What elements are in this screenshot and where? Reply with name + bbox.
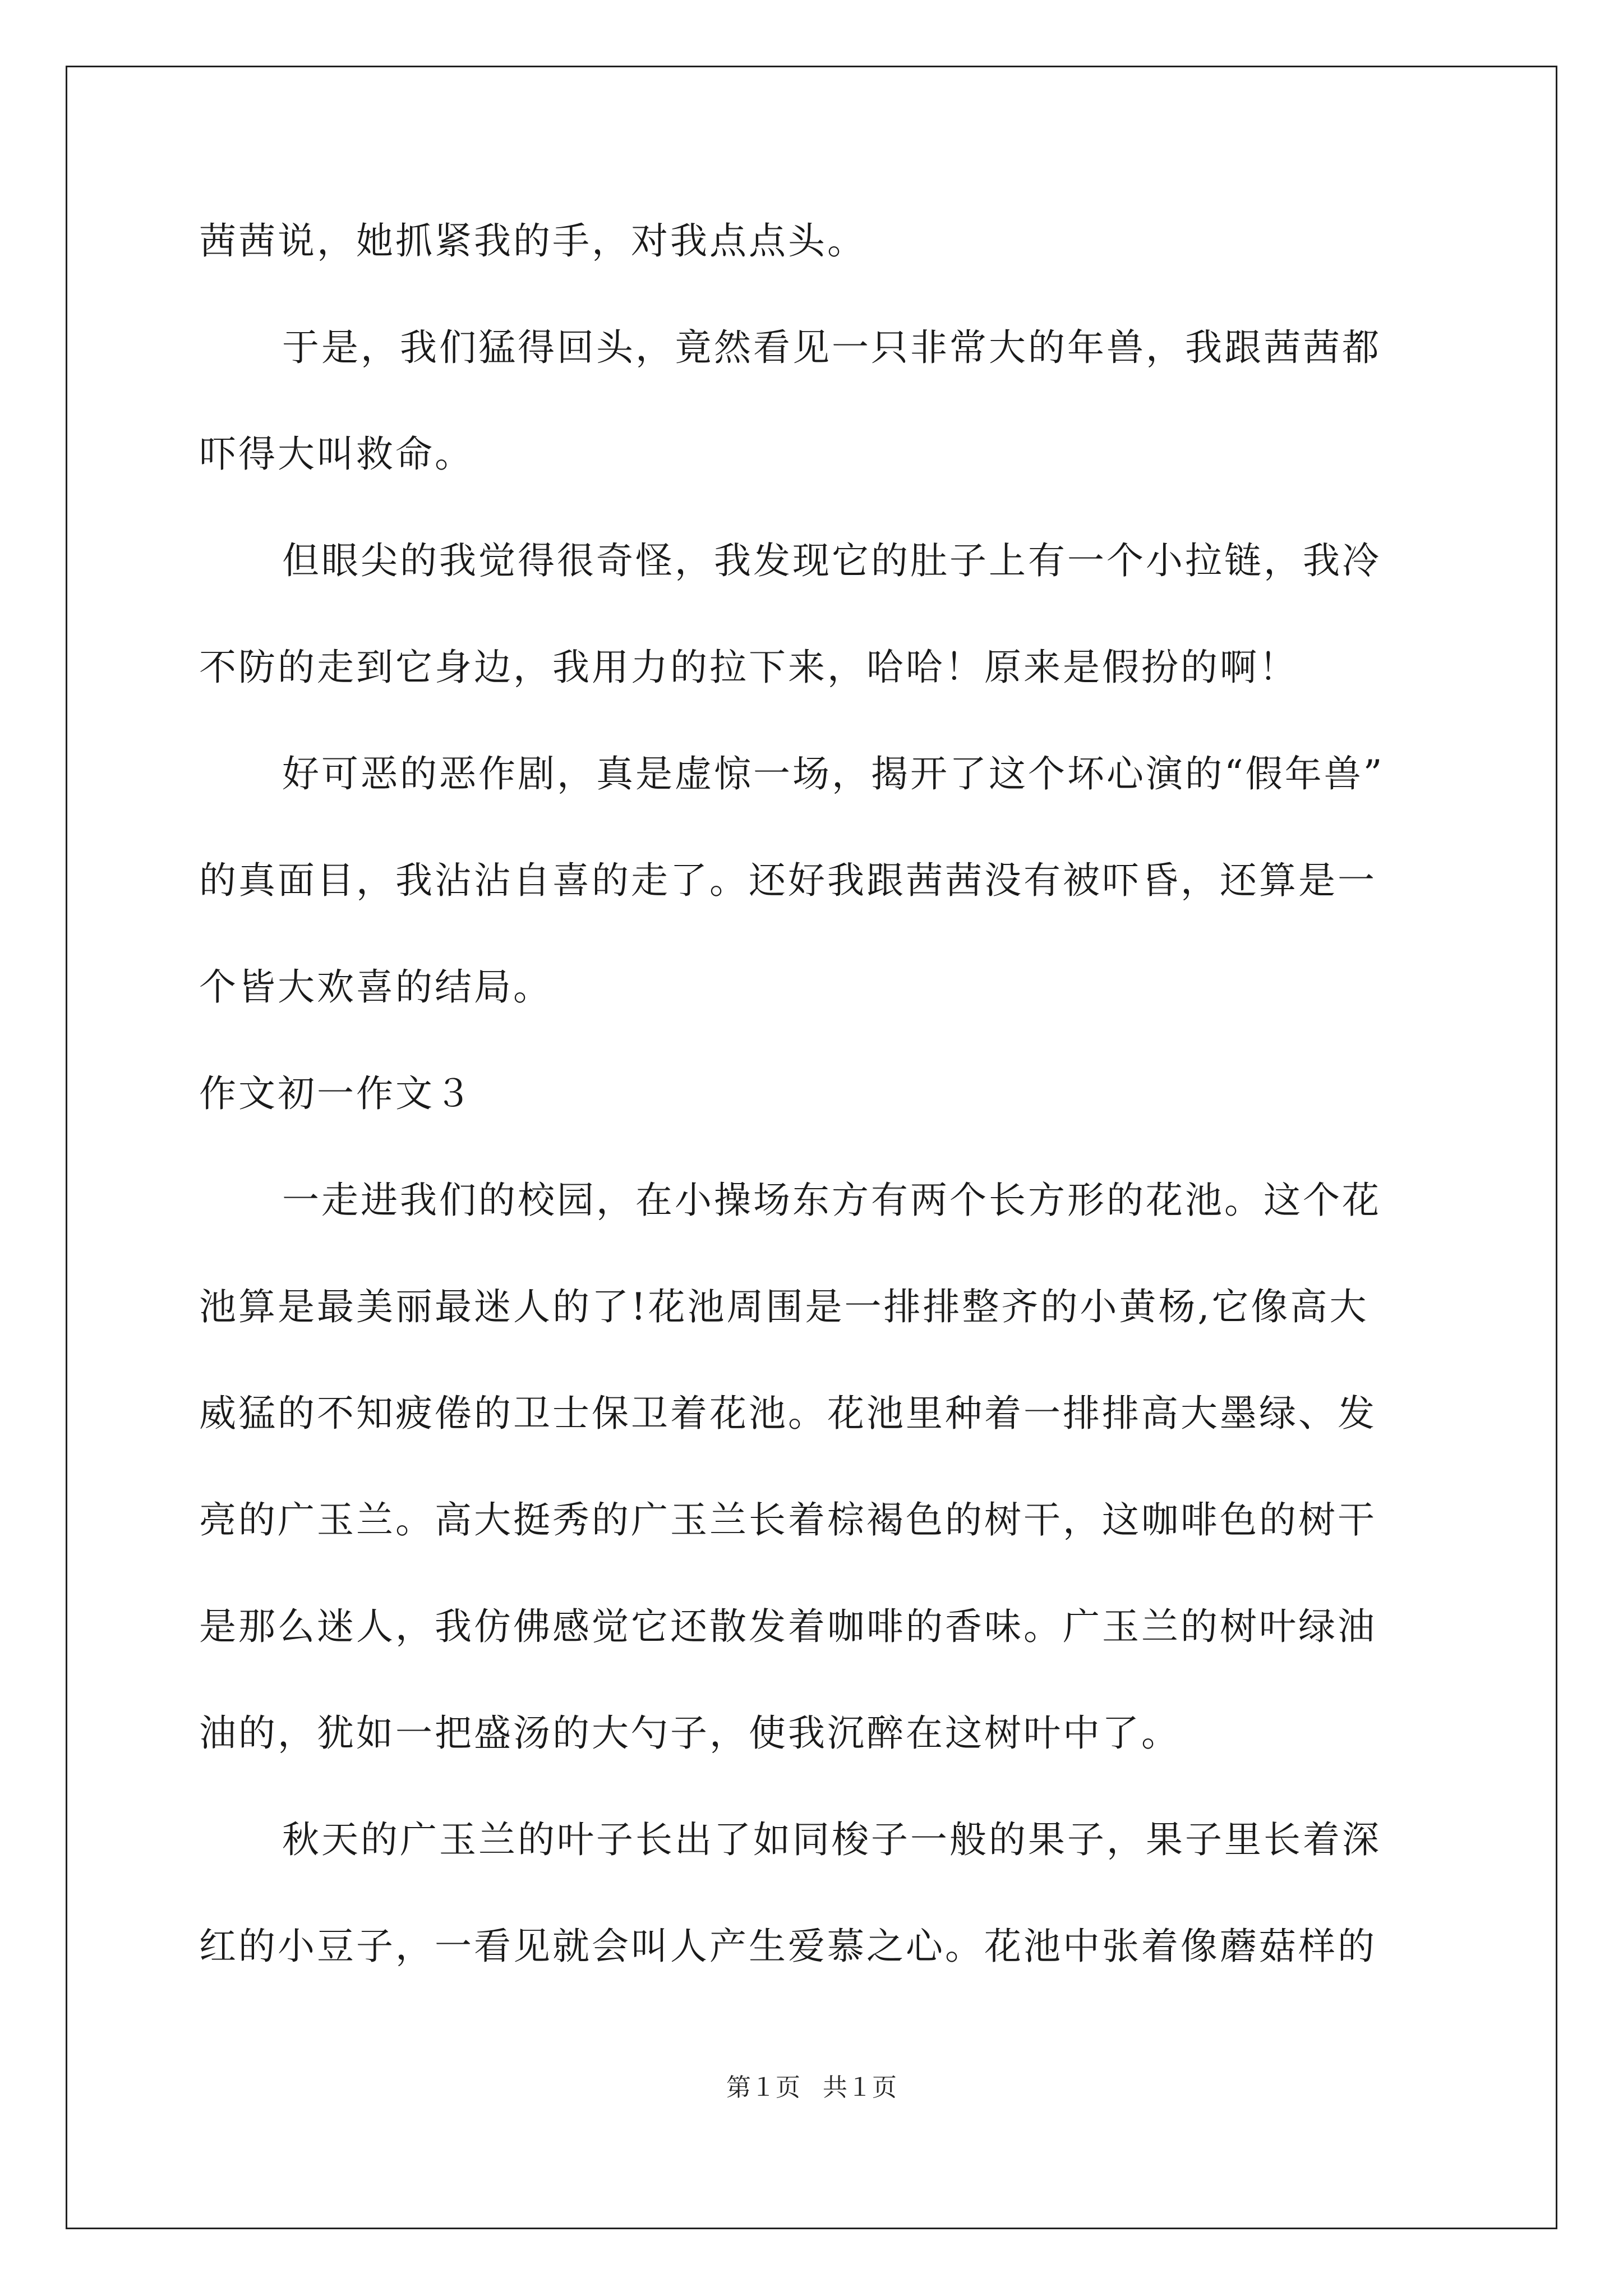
text-line: 油的，犹如一把盛汤的大勺子，使我沉醉在这树叶中了。 (199, 1711, 1181, 1755)
text-line: 亮的广玉兰。高大挺秀的广玉兰长着棕褐色的树干，这咖啡色的树干 (199, 1498, 1377, 1542)
text-line: 威猛的不知疲倦的卫士保卫着花池。花池里种着一排排高大墨绿、发 (199, 1392, 1377, 1435)
page-footer (0, 2071, 1623, 2105)
text-line: 不防的走到它身边，我用力的拉下来，哈哈！原来是假扮的啊！ (199, 646, 1298, 689)
paragraph-start-line: 但眼尖的我觉得很奇怪，我发现它的肚子上有一个小拉链，我冷 (282, 539, 1381, 582)
text-line: 是那么迷人，我仿佛感觉它还散发着咖啡的香味。广玉兰的树叶绿油 (199, 1605, 1377, 1648)
text-line: 个皆大欢喜的结局。 (199, 965, 552, 1009)
section-heading: 作文初一作文３ (199, 1072, 474, 1115)
paragraph-start-line: 秋天的广玉兰的叶子长出了如同梭子一般的果子，果子里长着深 (282, 1818, 1381, 1861)
page-total: 共１页 (823, 2073, 897, 2102)
page-number: 第１页 (726, 2073, 800, 2102)
paragraph-start-line: 一走进我们的校园，在小操场东方有两个长方形的花池。这个花 (282, 1179, 1381, 1222)
text-line: 吓得大叫救命。 (199, 432, 474, 476)
paragraph-start-line: 好可恶的恶作剧，真是虚惊一场，揭开了这个坏心演的“假年兽” (282, 752, 1385, 795)
text-line: 的真面目，我沾沾自喜的走了。还好我跟茜茜没有被吓昏，还算是一 (199, 859, 1377, 902)
page-border (66, 66, 1557, 2229)
text-line: 红的小豆子，一看见就会叫人产生爱慕之心。花池中张着像蘑菇样的 (199, 1925, 1377, 1968)
text-line: 茜茜说，她抓紧我的手，对我点点头。 (199, 219, 866, 263)
text-line: 池算是最美丽最迷人的了!花池周围是一排排整齐的小黄杨,它像高大 (199, 1285, 1369, 1328)
paragraph-start-line: 于是，我们猛得回头，竟然看见一只非常大的年兽，我跟茜茜都 (282, 326, 1381, 369)
